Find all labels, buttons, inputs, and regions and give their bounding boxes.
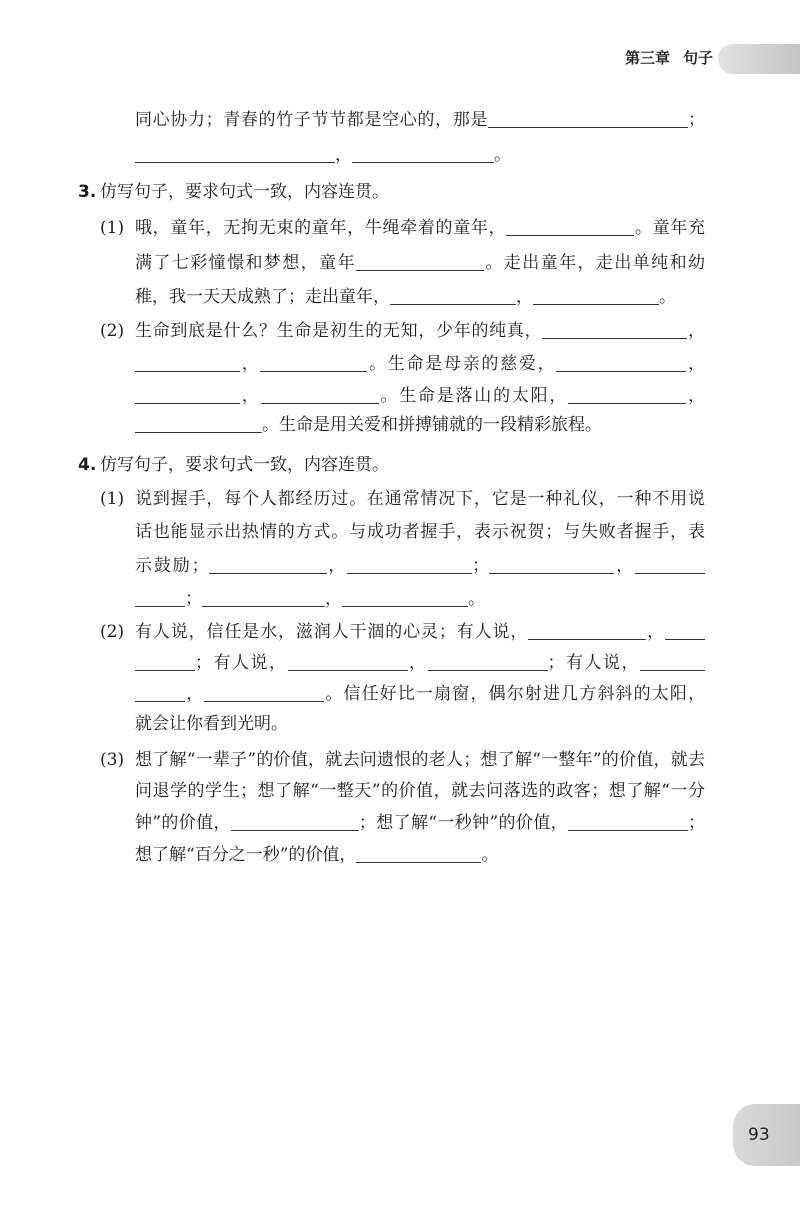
text-line [135, 108, 705, 132]
text-segment: ， [326, 556, 348, 576]
answer-blank [135, 684, 185, 702]
section-label: 句子 [683, 49, 714, 67]
text-line [135, 487, 705, 511]
text-segment: ； [185, 589, 202, 609]
question-3-prompt: 仿写句子，要求句式一致，内容连贯。 [100, 182, 389, 202]
answer-blank [231, 813, 359, 831]
answer-blank [528, 622, 646, 640]
text-segment: ， [240, 386, 261, 406]
item-label: (2) [100, 321, 125, 341]
text-segment: ；想了解“一秒钟”的价值， [358, 813, 568, 833]
text-line [135, 554, 705, 578]
answer-blank [342, 589, 468, 607]
text-segment: ；有人说， [195, 653, 288, 673]
answer-blank [135, 354, 240, 372]
text-segment: ， [325, 589, 342, 609]
text-segment: 。 [494, 145, 511, 165]
answer-blank [261, 386, 379, 404]
text-segment: 有人说，信任是水，滋润人干涸的心灵；有人说， [135, 622, 529, 642]
text-line [135, 712, 288, 736]
text-segment: ；有人说， [547, 653, 640, 673]
text-segment: ， [646, 622, 665, 642]
text-segment: 。走出童年，走出单纯和幼 [484, 253, 705, 273]
text-segment: 。童年充 [634, 218, 706, 238]
answer-blank [347, 556, 472, 574]
text-segment: 示鼓励； [135, 556, 209, 576]
text-line [135, 413, 602, 437]
text-line [135, 216, 705, 240]
answer-blank [288, 653, 408, 671]
text-segment: 钟”的价值， [135, 813, 231, 833]
header-tab [718, 44, 800, 74]
question-3-number: 3. [78, 182, 97, 202]
text-segment: ， [686, 386, 706, 406]
text-segment: ， [687, 321, 706, 341]
text-line [135, 651, 705, 675]
answer-blank [135, 589, 185, 607]
text-line [135, 620, 705, 644]
text-line [135, 779, 705, 803]
question-4-prompt: 仿写句子，要求句式一致，内容连贯。 [100, 455, 389, 475]
page-number: 93 [748, 1125, 770, 1145]
answer-blank [135, 415, 262, 433]
answer-blank [202, 589, 325, 607]
answer-blank [640, 653, 705, 671]
item-label: (2) [100, 622, 125, 642]
text-segment: ， [185, 684, 205, 704]
answer-blank [568, 813, 688, 831]
answer-blank [428, 653, 548, 671]
answer-blank [556, 354, 686, 372]
answer-blank [488, 110, 688, 128]
text-segment: ， [614, 556, 636, 576]
text-segment: 。 [659, 287, 676, 307]
text-segment: 。 [481, 845, 499, 865]
text-segment: 同心协力；青春的竹子节节都是空心的，那是 [135, 110, 488, 130]
item-label: (1) [100, 218, 125, 238]
text-segment: 说到握手，每个人都经历过。在通常情况下，它是一种礼仪，一种不用说 [135, 489, 705, 509]
text-line [135, 384, 705, 408]
text-segment: 。 [468, 589, 485, 609]
text-segment: 想了解“一辈子”的价值，就去问遗恨的老人；想了解“一整年”的价值，就去 [135, 750, 705, 770]
text-line [135, 682, 705, 706]
answer-blank [352, 145, 494, 163]
text-segment: 话也能显示出热情的方式。与成功者握手，表示祝贺；与失败者握手，表 [135, 522, 705, 542]
answer-blank [135, 145, 335, 163]
answer-blank [135, 653, 195, 671]
text-segment: 。生命是用关爱和拼搏铺就的一段精彩旅程。 [262, 415, 602, 435]
text-segment: ， [407, 653, 428, 673]
answer-blank [635, 556, 705, 574]
text-segment: 。生命是落山的太阳， [378, 386, 569, 406]
text-segment: ， [516, 287, 533, 307]
text-segment: ， [335, 145, 352, 165]
answer-blank [204, 684, 324, 702]
text-segment: ， [240, 354, 261, 374]
answer-blank [489, 556, 614, 574]
text-segment: 稚，我一天天成熟了；走出童年， [135, 287, 390, 307]
answer-blank [506, 218, 634, 236]
answer-blank [542, 321, 687, 339]
text-line [135, 251, 705, 275]
question-4-number: 4. [78, 455, 97, 475]
text-line [135, 748, 705, 772]
item-label: (1) [100, 489, 125, 509]
text-segment: 满了七彩憧憬和梦想，童年 [135, 253, 356, 273]
text-line [135, 143, 511, 167]
text-line [135, 520, 705, 544]
text-line [135, 587, 485, 611]
answer-blank [533, 287, 659, 305]
answer-blank [260, 354, 367, 372]
text-line [135, 285, 676, 309]
answer-blank [135, 386, 240, 404]
text-segment: 就会让你看到光明。 [135, 714, 288, 734]
chapter-label: 第三章 [625, 49, 671, 67]
text-segment: 。信任好比一扇窗，偶尔射进几方斜斜的太阳， [324, 684, 706, 704]
answer-blank [356, 253, 484, 271]
text-segment: 。生命是母亲的慈爱， [367, 354, 557, 374]
answer-blank [356, 845, 481, 863]
text-line [135, 352, 705, 376]
text-segment: 想了解“百分之一秒”的价值， [135, 845, 357, 865]
answer-blank [665, 622, 705, 640]
text-segment: ； [472, 556, 490, 576]
text-segment: 问退学的学生；想了解“一整天”的价值，就去问落选的政客；想了解“一分 [135, 781, 705, 801]
text-segment: 生命到底是什么？生命是初生的无知，少年的纯真， [135, 321, 543, 341]
text-segment: 哦，童年，无拘无束的童年，牛绳牵着的童年， [135, 218, 507, 238]
item-label: (3) [100, 750, 125, 770]
answer-blank [390, 287, 516, 305]
text-segment: ； [687, 813, 705, 833]
text-segment: ； [688, 110, 705, 130]
text-segment: ， [686, 354, 706, 374]
text-line [135, 843, 498, 867]
text-line [135, 319, 705, 343]
text-line [135, 811, 705, 835]
answer-blank [568, 386, 686, 404]
answer-blank [209, 556, 327, 574]
